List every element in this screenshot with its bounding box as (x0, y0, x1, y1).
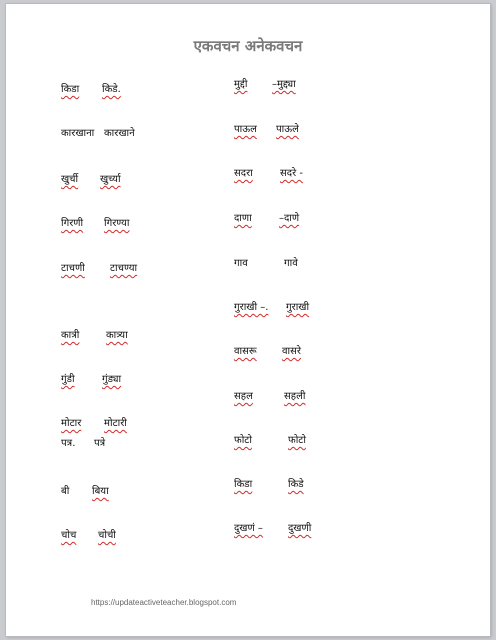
left-singular-9: पत्र. (61, 438, 76, 449)
right-singular-4: दाणा (234, 213, 252, 224)
left-singular-8: मोटार (61, 418, 82, 429)
left-singular-7: गुंडी (61, 374, 75, 385)
left-singular-2: कारखाना (61, 128, 95, 139)
left-plural-7: गुंड्या (102, 374, 122, 385)
left-plural-4: गिरण्या (104, 218, 130, 229)
right-singular-11: दुखणं – (234, 523, 263, 534)
left-singular-1: किडा (61, 84, 80, 95)
right-plural-2: पाऊले (276, 124, 299, 135)
right-singular-1: मुद्दी (234, 79, 248, 90)
left-plural-10: बिया (92, 486, 109, 497)
document-page (6, 4, 490, 636)
page-title: एकवचन अनेकवचन (193, 37, 303, 55)
left-plural-6: कात्र्या (106, 330, 128, 341)
right-plural-8: सहली (284, 391, 306, 402)
right-plural-6: गुराखी (286, 302, 310, 313)
right-plural-1: –मुद्द्या (272, 79, 296, 90)
left-plural-5: टाचण्या (110, 263, 138, 274)
right-singular-5: गाव (234, 258, 248, 269)
right-plural-11: दुखणी (288, 523, 312, 534)
right-singular-3: सदरा (234, 168, 253, 179)
left-singular-3: खुर्ची (61, 174, 79, 185)
left-plural-9: पत्रे (94, 438, 106, 449)
right-plural-4: –दाणे (279, 213, 300, 224)
left-singular-4: गिरणी (61, 218, 84, 229)
right-singular-2: पाऊल (234, 124, 257, 135)
left-singular-11: चोच (61, 530, 77, 541)
right-singular-9: फोटो (234, 435, 252, 446)
right-plural-10: किडे (288, 479, 304, 490)
right-plural-7: वासरे (282, 346, 301, 357)
left-singular-5: टाचणी (61, 263, 85, 274)
left-plural-11: चोची (98, 530, 116, 541)
left-plural-2: कारखाने (104, 128, 135, 139)
right-plural-3: सदरे - (280, 168, 303, 179)
left-singular-10: बी (61, 486, 70, 497)
right-singular-10: किडा (234, 479, 253, 490)
left-plural-1: किडे. (102, 84, 121, 95)
left-singular-6: कात्री (61, 330, 80, 341)
left-plural-3: खुर्च्या (100, 174, 121, 185)
right-singular-6: गुराखी –. (234, 302, 269, 313)
right-singular-7: वासरू (234, 346, 257, 357)
footer-url: https://updateactiveteacher.blogspot.com (91, 598, 237, 607)
left-plural-8: मोटारी (104, 418, 127, 429)
right-singular-8: सहल (234, 391, 253, 402)
right-plural-9: फोटो (288, 435, 306, 446)
right-plural-5: गावे (284, 258, 298, 269)
